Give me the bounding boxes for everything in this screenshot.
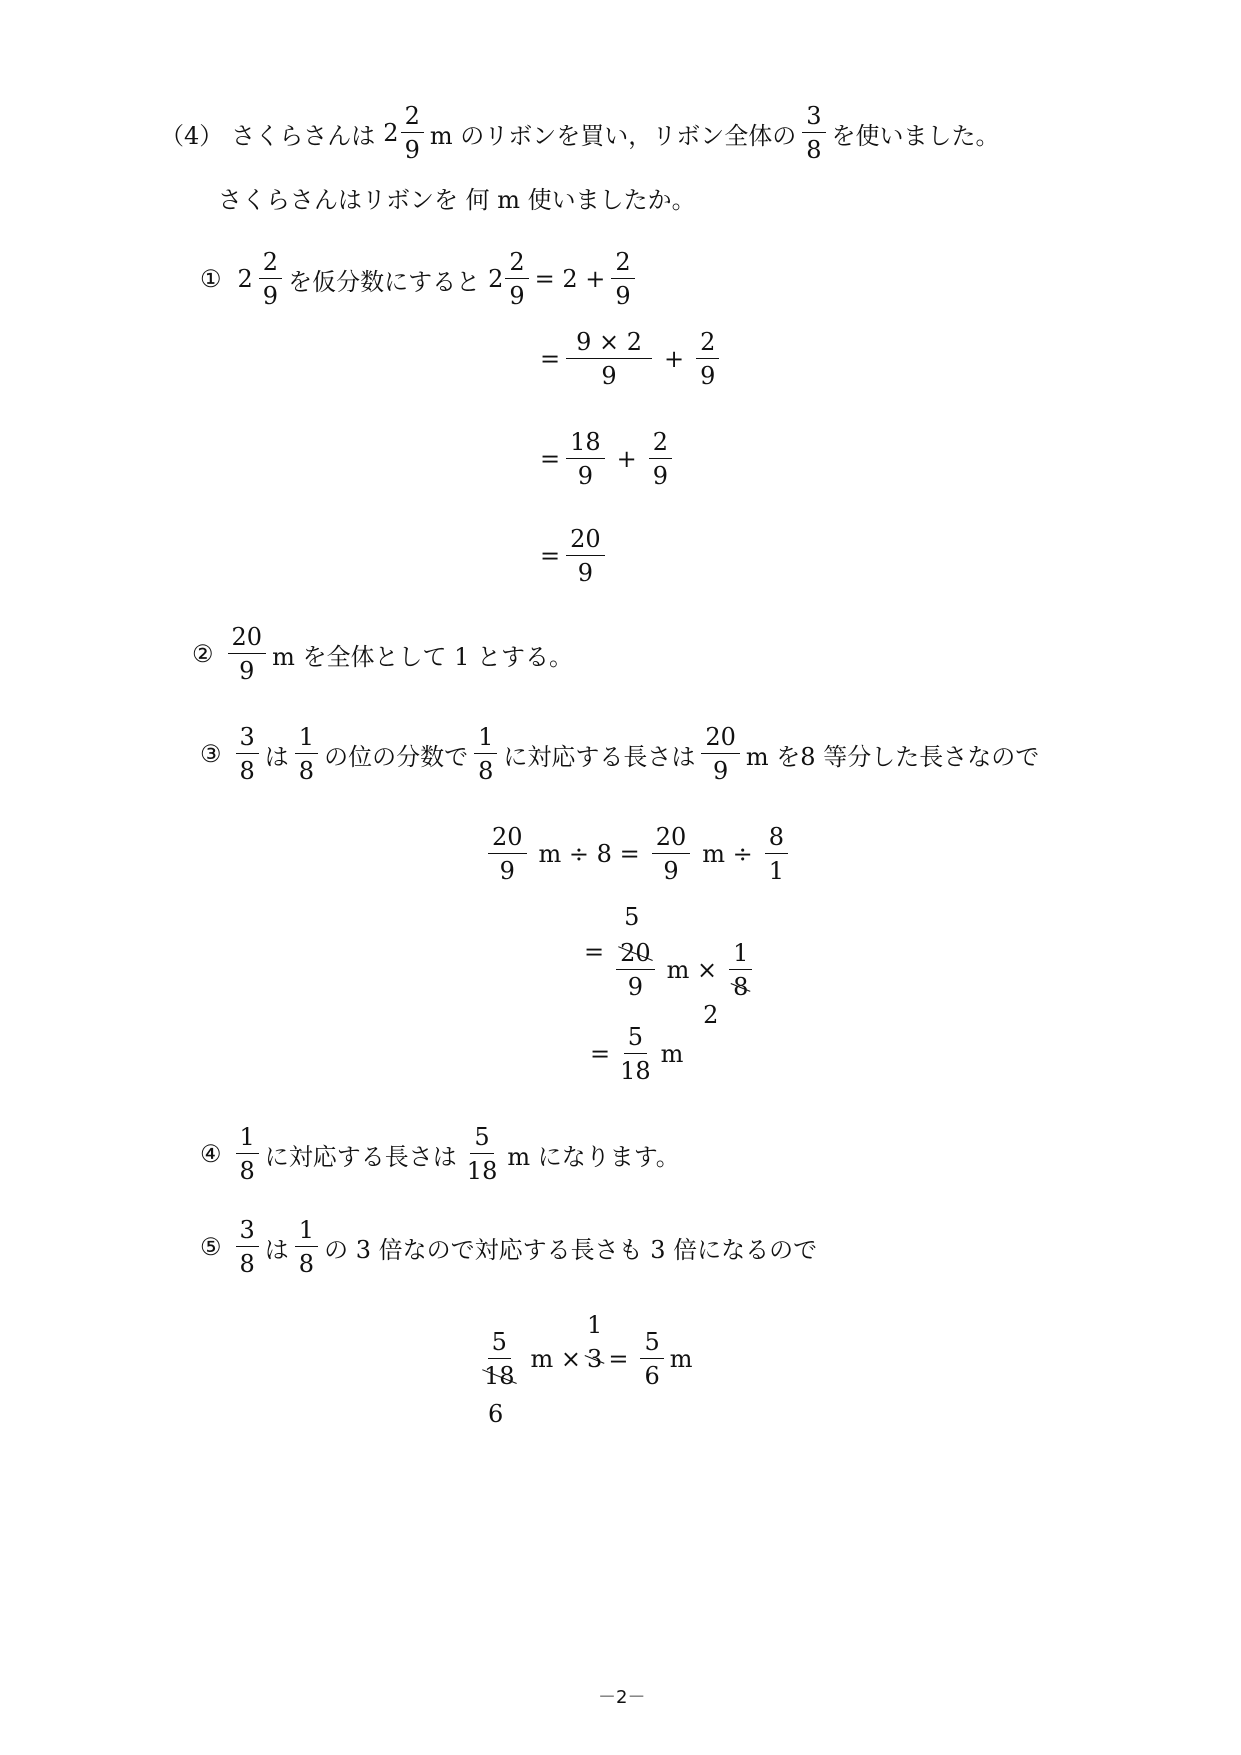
step4-line: ④ $\frac{1}{8}$ に対応する長さは $\frac{5}{18}$ m になります。 (200, 1123, 680, 1185)
mixed-number: 2 $\frac{2}{9}$ (383, 104, 430, 162)
fraction: $\frac{2}{9}$ (611, 250, 634, 308)
fraction: $\frac{5}{18}$ (466, 1123, 498, 1185)
cancelled-number: 3 (587, 1345, 603, 1373)
step5-calc: $\frac{5}{18}$ 6 m × 1 3 = $\frac{5}{6}$ m (474, 1300, 692, 1388)
step2-marker: ② (192, 640, 214, 668)
problem-text-1: さくらさんは (231, 121, 376, 150)
step5-marker: ⑤ (200, 1233, 222, 1261)
cancelled-number: 20 (620, 939, 651, 967)
reduced-denominator: 6 (488, 1400, 504, 1428)
fraction: $\frac{2}{9}$ (696, 330, 719, 388)
step1-eq2: = $\frac{9 \times 2}{9}$ + $\frac{2}{9}$ (540, 330, 725, 388)
step1-line: ① 2 $\frac{2}{9}$ を仮分数にすると 2 $\frac{2}{9}$ = 2 + $\frac{2}{9}$ (200, 250, 641, 308)
reduced-numerator: 1 (587, 1311, 603, 1339)
fraction: $\frac{3}{8}$ (802, 104, 825, 162)
fraction: $\frac{5}{18}$ (620, 1023, 651, 1085)
step2-text: m を全体として 1 とする。 (272, 642, 573, 671)
fraction: $\frac{9 \times 2}{9}$ (566, 330, 652, 388)
step3-calc2: = 5 $\frac{20}{9}$ m × $\frac{1}{8}$ 2 (584, 905, 758, 999)
reduced-numerator: 5 (624, 903, 640, 931)
step1-eq3: = $\frac{18}{9}$ + $\frac{2}{9}$ (540, 430, 678, 488)
reduced-denominator: 2 (703, 1001, 719, 1029)
fraction: $\frac{20}{9}$ (488, 825, 527, 883)
fraction: $\frac{20}{9}$ (652, 825, 691, 883)
step5-line: ⑤ $\frac{3}{8}$ は $\frac{1}{8}$ の 3 倍なので対応する長さも 3 倍になるので (200, 1216, 818, 1278)
problem-question: さくらさんはリボンを 何 m 使いましたか。 (218, 186, 696, 214)
fraction: $\frac{20}{9}$ (228, 625, 267, 683)
step1-text: を仮分数にすると (288, 267, 481, 296)
fraction: $\frac{20}{9}$ (616, 941, 655, 999)
fraction: $\frac{20}{9}$ (701, 725, 740, 783)
fraction: $\frac{1}{8}$ (729, 941, 752, 999)
fraction: $\frac{8}{1}$ (765, 825, 788, 883)
fraction: $\frac{5}{6}$ (640, 1330, 663, 1388)
cancelled-number: 18 (484, 1362, 515, 1390)
step3-marker: ③ (200, 740, 222, 768)
fraction: $\frac{1}{8}$ (295, 1218, 318, 1276)
fraction: $\frac{3}{8}$ (236, 725, 259, 783)
step3-calc1: $\frac{20}{9}$ m ÷ 8 = $\frac{20}{9}$ m ÷ $\frac{8}{1}$ (482, 825, 794, 883)
problem-number: （4） (160, 121, 224, 150)
fraction: $\frac{1}{8}$ (474, 725, 497, 783)
fraction: $\frac{2}{9}$ (649, 430, 672, 488)
step3-calc3: = $\frac{5}{18}$ m (590, 1023, 684, 1085)
step1-eq4: = $\frac{20}{9}$ (540, 527, 611, 585)
fraction: $\frac{1}{8}$ (236, 1125, 259, 1183)
step3-line: ③ $\frac{3}{8}$ は $\frac{1}{8}$ の位の分数で $\frac{1}{8}$ に対応する長さは $\frac{20}{9}$ m を8 等分した長さなので (200, 723, 1040, 785)
problem-text-3: を使いました。 (831, 121, 1000, 150)
fraction: $\frac{1}{8}$ (295, 725, 318, 783)
step4-marker: ④ (200, 1140, 222, 1168)
fraction: $\frac{18}{9}$ (566, 430, 605, 488)
problem-text-2: m のリボンを買い，リボン全体の (429, 121, 797, 150)
step1-marker: ① (200, 265, 222, 293)
fraction: $\frac{2}{9}$ (259, 250, 282, 308)
fraction: $\frac{20}{9}$ (566, 527, 605, 585)
fraction: $\frac{5}{18}$ (484, 1328, 515, 1390)
step2-line (192, 625, 573, 683)
fraction: $\frac{3}{8}$ (236, 1218, 259, 1276)
mixed-number: 2 $\frac{2}{9}$ (488, 250, 535, 308)
page-number: －2－ (598, 1687, 646, 1708)
cancelled-number: 8 (733, 973, 749, 1001)
problem-line (160, 104, 1000, 162)
